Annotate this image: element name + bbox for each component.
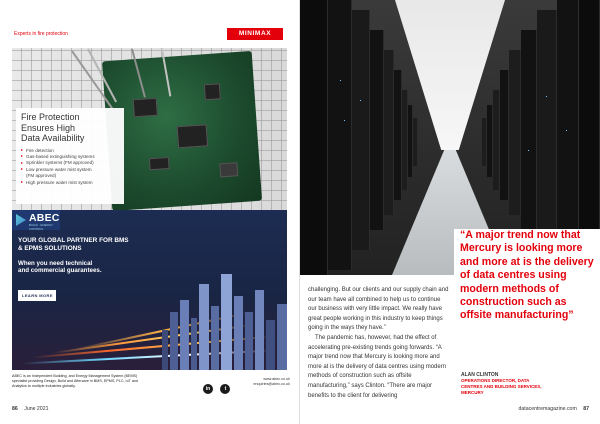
abec-logo: ABEC BUILD · ENERGY · CONTROL: [12, 210, 60, 230]
pull-quote: [454, 229, 600, 365]
abec-headline: YOUR GLOBAL PARTNER FOR BMS & EPMS SOLUTIONS: [18, 237, 129, 252]
abec-website-link[interactable]: www.abec.co.uk: [263, 377, 290, 381]
list-item: (FM approved): [26, 173, 57, 179]
minimax-headline: Fire Protection Ensures High Data Availability: [21, 112, 85, 143]
article-body: [308, 286, 450, 401]
minimax-text-panel: [16, 108, 124, 204]
page-number: 87: [583, 406, 589, 412]
minimax-logo: MINIMAX: [227, 28, 283, 40]
magazine-site: datacentremagazine.com: [518, 406, 577, 412]
list-item: High pressure water mist system: [21, 180, 119, 186]
bullet-arrow-icon: [21, 181, 23, 183]
bullet-arrow-icon: [21, 155, 23, 157]
page-number: 86: [12, 406, 18, 412]
right-page-footer: [519, 406, 589, 412]
bullet-arrow-icon: [21, 162, 23, 164]
abec-social-links: [203, 377, 233, 395]
bullet-arrow-icon: [21, 168, 23, 170]
circuit-board-photo: [12, 48, 287, 210]
learn-more-button[interactable]: LEARN MORE: [18, 290, 56, 301]
pull-quote-text: “A major trend now that Mercury is looking more and more at is the delivery of data centres using modern methods of construction such as offsite manufacturing”: [460, 229, 594, 322]
abec-contact: [234, 377, 290, 388]
minimax-feature-list: [21, 148, 119, 186]
twitter-icon[interactable]: t: [220, 384, 230, 394]
list-item: Gas-based extinguishing systems: [21, 154, 119, 160]
quote-attribution: [461, 372, 591, 396]
abec-logo-icon: [16, 214, 26, 226]
minimax-advert[interactable]: [12, 26, 287, 204]
list-item: Low pressure water mist system: [21, 167, 119, 173]
abec-email-link[interactable]: enquiries@abec.co.uk: [253, 382, 290, 387]
article-paragraph: The pandemic has, however, had the effect of accelerating pre-existing trends going forwards. “A major trend now that Mercury is looking more and more at is the delivery of data centres using modern methods of construction such as offsite manufacturing,” says Clinton. “There are major benefits to the client for delivering: [308, 334, 447, 399]
list-item: Fire detection: [21, 148, 119, 154]
linkedin-icon[interactable]: in: [203, 384, 213, 394]
issue-date: June 2021: [24, 406, 49, 412]
list-item: Sprinkler systems (FM approved): [21, 160, 119, 166]
quote-author-title: OPERATIONS DIRECTOR, DATA CENTRES AND BUILDING SERVICES, MERCURY: [461, 378, 542, 395]
abec-description: ABEC is an Independent Building, and Energy Management System (BEMS) specialist providing Design, Build and Aftercare in BMS, EPMS, PLC, IoT and Analytics to multiple industries globally.: [12, 374, 138, 389]
abec-subheadline: When you need technical and commercial guarantees.: [18, 260, 102, 275]
bullet-arrow-icon: [21, 149, 23, 151]
article-paragraph: challenging. But our clients and our supply chain and our team have all combined to help us to continue our business with very little impact. We really have great people working in this industry to keep things going in the ways they have.”: [308, 287, 449, 332]
quote-author-name: ALAN CLINTON: [461, 372, 499, 378]
abec-banner: [12, 210, 287, 370]
circuit-board: [102, 51, 262, 210]
right-page: [300, 0, 600, 424]
minimax-tagline: Experts in fire protection: [14, 31, 68, 37]
abec-advert[interactable]: [12, 210, 290, 398]
left-page-footer: [12, 406, 48, 412]
